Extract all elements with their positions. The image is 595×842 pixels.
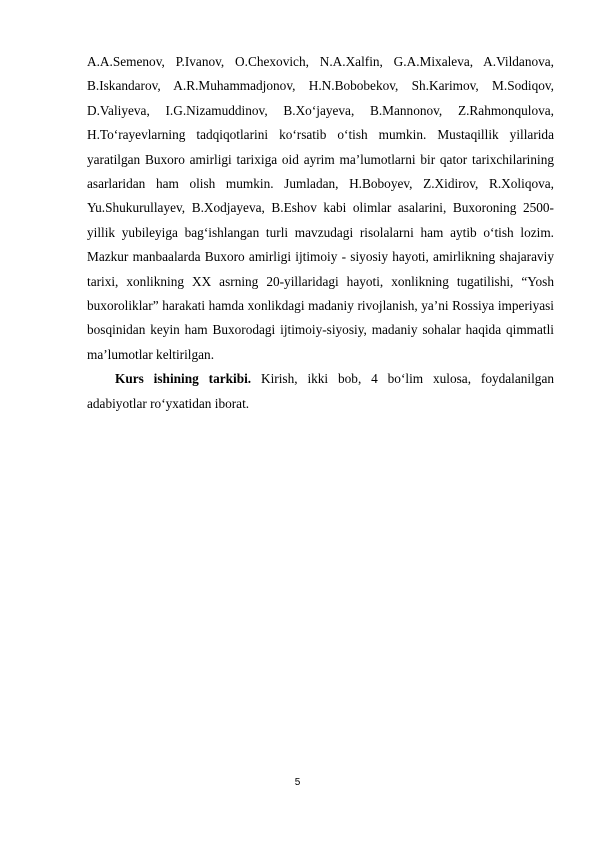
page-content [87,50,554,416]
body-paragraph-sources: A.A.Semenov, P.Ivanov, O.Chexovich, N.A.Xalfin, G.A.Mixaleva, A.Vildanova, B.Iskandarov, A.R.Muhammadjonov, H.N.Bobobekov, Sh.Karimov, M.Sodiqov, D.Valiyeva, I.G.Nizamuddinov, B.Xoʻjayeva, B.Mannonov, Z.Rahmonqulova, H.Toʻrayevlarning tadqiqotlarini koʻrsatib oʻtish mumkin. Mustaqillik yillarida yaratilgan Buxoro amirligi tarixiga oid ayrim ma’lumotlarni bir qator tarixchilarining asarlaridan ham olish mumkin. Jumladan, H.Boboyev, Z.Xidirov, R.Xoliqova, Yu.Shukurullayev, B.Xodjayeva, B.Eshov kabi olimlar asalarini, Buxoroning 2500-yillik yubileyiga bagʻishlangan turli mavzudagi risolalarni ham aytib oʻtish lozim. Mazkur manbaalarda Buxoro amirligi ijtimoiy - siyosiy hayoti, amirlikning shajaraviy tarixi, xonlikning XX asrning 20-yillaridagi hayoti, xonlikning tugatilishi, “Yosh buxoroliklar” harakati hamda xonlikdagi madaniy rivojlanish, ya’ni Rossiya imperiyasi bosqinidan keyin ham Buxorodagi ijtimoiy-siyosiy, madaniy sohalar haqida qimmatli ma’lumotlar keltirilgan. [87,54,554,362]
page-number: 5 [294,777,301,788]
structure-text: Kirish, ikki bob, 4 boʻlim xulosa, foydalanilgan adabiyotlar roʻyxatidan iborat. [87,371,554,411]
structure-heading: Kurs ishining tarkibi. [115,371,252,387]
body-paragraph-structure [87,367,554,416]
